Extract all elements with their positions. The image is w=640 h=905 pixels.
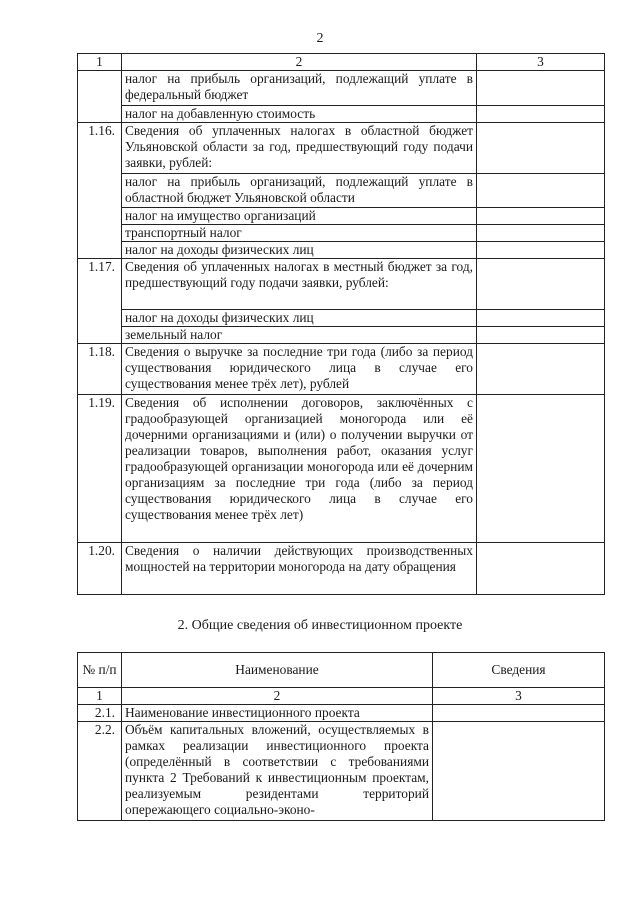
table-row — [78, 106, 605, 123]
row-text: транспортный налог — [122, 225, 477, 242]
value-cell[interactable] — [477, 71, 605, 106]
row-text: Объём капитальных вложений, осуществляемых в рамках реализации инвестиционного проекта (определённый в соответствии с требованиями пункта 2 Требований к инвестиционным проектам, реализуемым резидентами территорий опережающего социально-эконо- — [122, 722, 433, 821]
table-row — [78, 543, 605, 595]
table-row — [78, 208, 605, 225]
number-header: № п/п — [78, 653, 122, 688]
value-cell[interactable] — [477, 344, 605, 395]
row-text: Сведения о выручке за последние три года (либо за период существования юридического лица в случае его существования менее трёх лет), рублей — [122, 344, 477, 395]
column-number-2: 2 — [122, 54, 477, 71]
row-text: Сведения о наличии действующих производственных мощностей на территории моногорода на дату обращения — [122, 543, 477, 595]
row-text: Сведения об уплаченных налогах в местный бюджет за год, предшествующий году подачи заявки, рублей: — [122, 259, 477, 310]
value-cell[interactable] — [477, 123, 605, 174]
table-row — [78, 344, 605, 395]
row-text: налог на имущество организаций — [122, 208, 477, 225]
value-cell[interactable] — [477, 310, 605, 327]
section-title: 2. Общие сведения об инвестиционном проекте — [177, 618, 463, 633]
table-header-row — [78, 653, 605, 688]
table-row — [78, 259, 605, 310]
column-number-1: 1 — [78, 688, 122, 705]
value-cell[interactable] — [477, 208, 605, 225]
table-row — [78, 174, 605, 208]
value-cell[interactable] — [477, 543, 605, 595]
column-number-2: 2 — [122, 688, 433, 705]
table-row — [78, 395, 605, 543]
row-text: Наименование инвестиционного проекта — [122, 705, 433, 722]
investment-project-table — [77, 652, 605, 821]
table-row — [78, 242, 605, 259]
row-number: 1.20. — [78, 543, 122, 595]
row-number: 2.1. — [78, 705, 122, 722]
value-cell[interactable] — [433, 705, 605, 722]
table-row — [78, 722, 605, 821]
value-cell[interactable] — [477, 106, 605, 123]
column-number-1: 1 — [78, 54, 122, 71]
value-cell[interactable] — [477, 242, 605, 259]
table-row — [78, 71, 605, 106]
details-table-continued — [77, 53, 605, 595]
row-number: 1.16. — [78, 123, 122, 259]
row-text: земельный налог — [122, 327, 477, 344]
row-text: налог на доходы физических лиц — [122, 242, 477, 259]
table-row — [78, 310, 605, 327]
row-number: 2.2. — [78, 722, 122, 821]
info-header: Сведения — [433, 653, 605, 688]
table-row — [78, 123, 605, 174]
table-header-row — [78, 54, 605, 71]
row-text: Сведения об исполнении договоров, заключённых с градообразующей организацией моногорода или её дочерними организациями и (или) о получении выручки от реализации товаров, выполнения работ, оказания услуг градообразующей организации моногорода или её дочерним организациям за последние три года (либо за период существования юридического лица в случае его существования менее трёх лет) — [122, 395, 477, 543]
row-number: 1.18. — [78, 344, 122, 395]
value-cell[interactable] — [477, 174, 605, 208]
row-text: налог на доходы физических лиц — [122, 310, 477, 327]
value-cell[interactable] — [477, 259, 605, 310]
row-number: 1.17. — [78, 259, 122, 344]
table-row — [78, 225, 605, 242]
name-header: Наименование — [122, 653, 433, 688]
column-number-3: 3 — [433, 688, 605, 705]
table-row — [78, 705, 605, 722]
table-subheader-row — [78, 688, 605, 705]
value-cell[interactable] — [477, 327, 605, 344]
table-row — [78, 327, 605, 344]
value-cell[interactable] — [477, 395, 605, 543]
column-number-3: 3 — [477, 54, 605, 71]
row-number — [78, 71, 122, 123]
row-text: налог на прибыль организаций, подлежащий уплате в федеральный бюджет — [122, 71, 477, 106]
row-text: Сведения об уплаченных налогах в областной бюджет Ульяновской области за год, предшествующий году подачи заявки, рублей: — [122, 123, 477, 174]
row-number: 1.19. — [78, 395, 122, 543]
row-text: налог на добавленную стоимость — [122, 106, 477, 123]
value-cell[interactable] — [477, 225, 605, 242]
row-text: налог на прибыль организаций, подлежащий уплате в областной бюджет Ульяновской области — [122, 174, 477, 208]
page-number: 2 — [316, 31, 324, 46]
value-cell[interactable] — [433, 722, 605, 821]
